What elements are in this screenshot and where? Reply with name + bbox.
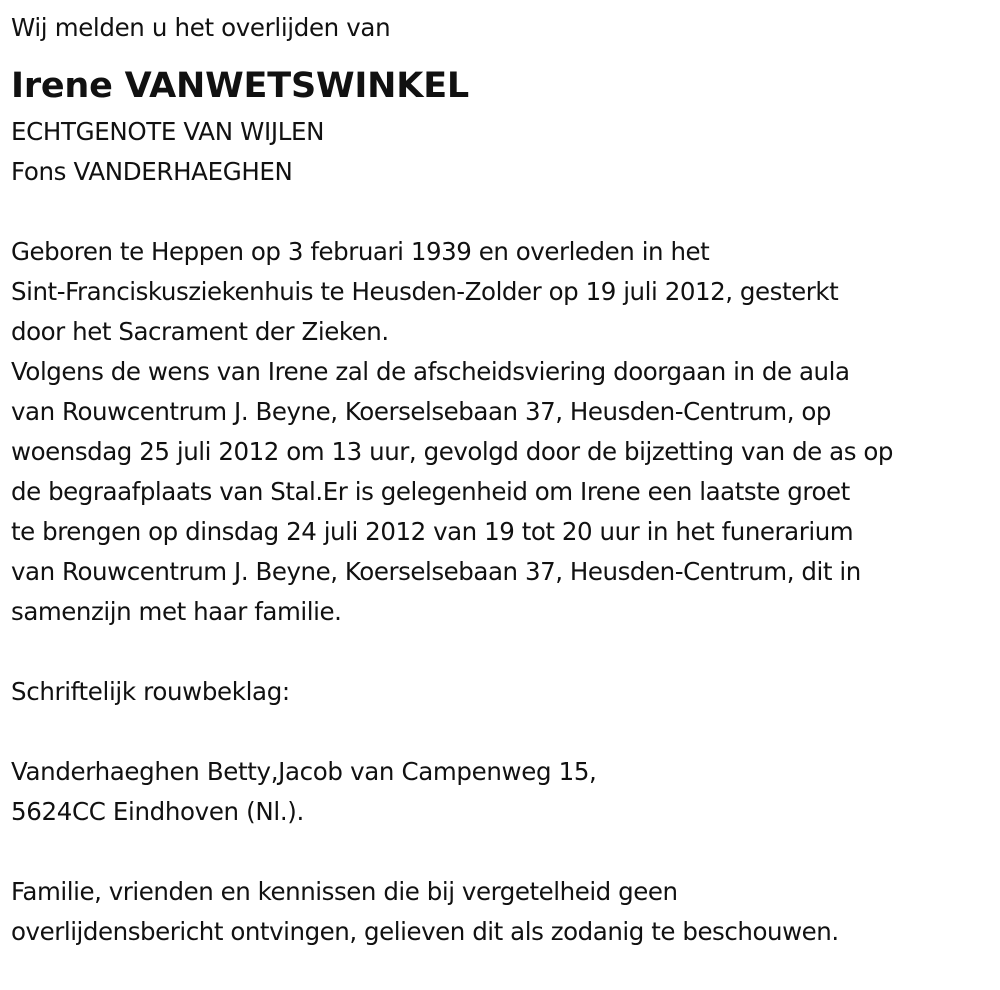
closing-line: overlijdensbericht ontvingen, gelieven dit als zodanig te beschouwen. xyxy=(11,917,839,946)
announcement-line: door het Sacrament der Zieken. xyxy=(11,317,389,346)
condolence-address-line: Vanderhaeghen Betty,Jacob van Campenweg 15, xyxy=(11,757,597,786)
announcement-line: Volgens de wens van Irene zal de afscheidsviering doorgaan in de aula xyxy=(11,357,850,386)
spacer xyxy=(11,832,991,872)
relation-text: ECHTGENOTE VAN WIJLEN xyxy=(11,117,325,146)
announcement-line: woensdag 25 juli 2012 om 13 uur, gevolgd door de bijzetting van de as op xyxy=(11,437,893,466)
spacer xyxy=(11,712,991,752)
announcement-line: van Rouwcentrum J. Beyne, Koerselsebaan 37, Heusden-Centrum, op xyxy=(11,397,832,426)
intro-text: Wij melden u het overlijden van xyxy=(11,13,391,42)
closing-paragraph xyxy=(11,872,991,952)
announcement-line: Geboren te Heppen op 3 februari 1939 en overleden in het xyxy=(11,237,710,266)
closing-line: Familie, vrienden en kennissen die bij vergetelheid geen xyxy=(11,877,678,906)
spouse-name: Fons VANDERHAEGHEN xyxy=(11,157,293,186)
announcement-paragraph xyxy=(11,232,991,632)
announcement-line: samenzijn met haar familie. xyxy=(11,597,342,626)
announcement-line: de begraafplaats van Stal.Er is gelegenheid om Irene een laatste groet xyxy=(11,477,850,506)
condolence-heading: Schriftelijk rouwbeklag: xyxy=(11,677,290,706)
spacer xyxy=(11,192,991,232)
announcement-line: te brengen op dinsdag 24 juli 2012 van 19 tot 20 uur in het funerarium xyxy=(11,517,854,546)
obituary-notice xyxy=(11,8,991,952)
deceased-name: Irene VANWETSWINKEL xyxy=(11,66,470,106)
announcement-line: van Rouwcentrum J. Beyne, Koerselsebaan 37, Heusden-Centrum, dit in xyxy=(11,557,861,586)
spacer xyxy=(11,632,991,672)
announcement-line: Sint-Franciskusziekenhuis te Heusden-Zolder op 19 juli 2012, gesterkt xyxy=(11,277,839,306)
condolence-address-line: 5624CC Eindhoven (Nl.). xyxy=(11,797,304,826)
